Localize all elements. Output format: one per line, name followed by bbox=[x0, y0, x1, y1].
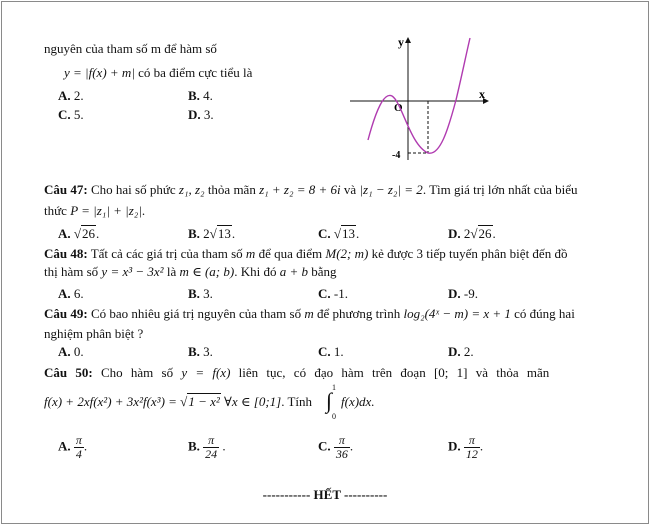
graph-origin-label: O bbox=[394, 102, 403, 114]
graph-curve bbox=[368, 38, 470, 153]
q48-line2: thị hàm số y = x³ − 3x² là m ∈ (a; b). Khi đó a + b bằng bbox=[44, 264, 337, 279]
q49-answer-b[interactable]: B. 3. bbox=[188, 344, 213, 359]
q46-answer-a[interactable]: A. 2. bbox=[58, 88, 84, 103]
q47-answer-d[interactable]: D. 2√26. bbox=[448, 226, 496, 241]
q47-line2: thức P = |z₁| + |z₂|. bbox=[44, 203, 146, 218]
graph-y-label: y bbox=[398, 35, 404, 49]
q46-function-tail: có ba điểm cực tiểu là bbox=[138, 65, 253, 80]
q48-label: Câu 48: bbox=[44, 246, 88, 261]
q49-answer-c[interactable]: C. 1. bbox=[318, 344, 344, 359]
q50-line2: f(x) + 2xf(x²) + 3x²f(x³) = √1 − x² ∀x ∈ [0;1]. Tính bbox=[44, 394, 313, 409]
graph-x-label: x bbox=[479, 87, 485, 101]
q47-answer-c[interactable]: C. √13. bbox=[318, 226, 360, 241]
graph-min-label: -4 bbox=[392, 150, 401, 161]
q50-answer-b[interactable]: B. $\frac{\pi}{24}$ . bbox=[188, 433, 226, 461]
footer-end-marker: ----------- HẾT ---------- bbox=[262, 487, 388, 502]
q49-label: Câu 49: bbox=[44, 306, 88, 321]
integral-icon: ∫ bbox=[326, 388, 333, 413]
q50-equation: f(x) + 2xf(x²) + 3x²f(x³) = √1 − x² ∀x ∈ [0;1] bbox=[44, 394, 282, 409]
q47-answer-a[interactable]: A. √26. bbox=[58, 226, 100, 241]
q48-answer-d[interactable]: D. -9. bbox=[448, 286, 478, 301]
q49-answer-a[interactable]: A. 0. bbox=[58, 344, 84, 359]
q46-answer-d[interactable]: D. 3. bbox=[188, 107, 214, 122]
q50-answer-a[interactable]: A. $\frac{\pi}{4}$ . bbox=[58, 433, 88, 461]
q50-integrand: f(x)dx. bbox=[341, 394, 375, 409]
q50-label: Câu 50: bbox=[44, 365, 93, 380]
q46-function-expr: y = |f(x) + m| bbox=[64, 65, 135, 80]
q49-line2: nghiệm phân biệt ? bbox=[44, 326, 144, 341]
q50-integral-lower: 0 bbox=[332, 412, 336, 421]
q46-answer-c[interactable]: C. 5. bbox=[58, 107, 84, 122]
q46-graph bbox=[340, 30, 500, 165]
q46-function-line bbox=[64, 65, 252, 80]
q48-line1: Câu 48: Tất cả các giá trị của tham số m để qua điểm M(2; m) kẻ được 3 tiếp tuyến phân biệt đến đồ bbox=[44, 246, 568, 261]
q49-answer-d[interactable]: D. 2. bbox=[448, 344, 474, 359]
q47-line1: Câu 47: Cho hai số phức z₁, z₂ thỏa mãn z₁ + z₂ = 8 + 6i và |z₁ − z₂| = 2. Tìm giá trị lớn nhất của biểu bbox=[44, 182, 578, 197]
q47-answer-b[interactable]: B. 2√13. bbox=[188, 226, 236, 241]
q48-answer-a[interactable]: A. 6. bbox=[58, 286, 84, 301]
q48-answer-c[interactable]: C. -1. bbox=[318, 286, 348, 301]
q49-line1: Câu 49: Có bao nhiêu giá trị nguyên của tham số m để phương trình log₂(4ˣ − m) = x + 1 có đúng hai bbox=[44, 306, 575, 321]
q46-answer-b[interactable]: B. 4. bbox=[188, 88, 213, 103]
q50-answer-c[interactable]: C. $\frac{\pi}{36}$ . bbox=[318, 433, 354, 461]
q47-label: Câu 47: bbox=[44, 182, 88, 197]
q50-line1: Câu 50: Cho hàm số y = f(x) liên tục, có đạo hàm trên đoạn [0; 1] và thỏa mãn bbox=[44, 365, 550, 380]
q46-intro: nguyên của tham số m để hàm số bbox=[44, 41, 217, 56]
q48-answer-b[interactable]: B. 3. bbox=[188, 286, 213, 301]
q50-answer-d[interactable]: D. $\frac{\pi}{12}$ . bbox=[448, 433, 484, 461]
q50-integral-upper: 1 bbox=[332, 383, 336, 392]
